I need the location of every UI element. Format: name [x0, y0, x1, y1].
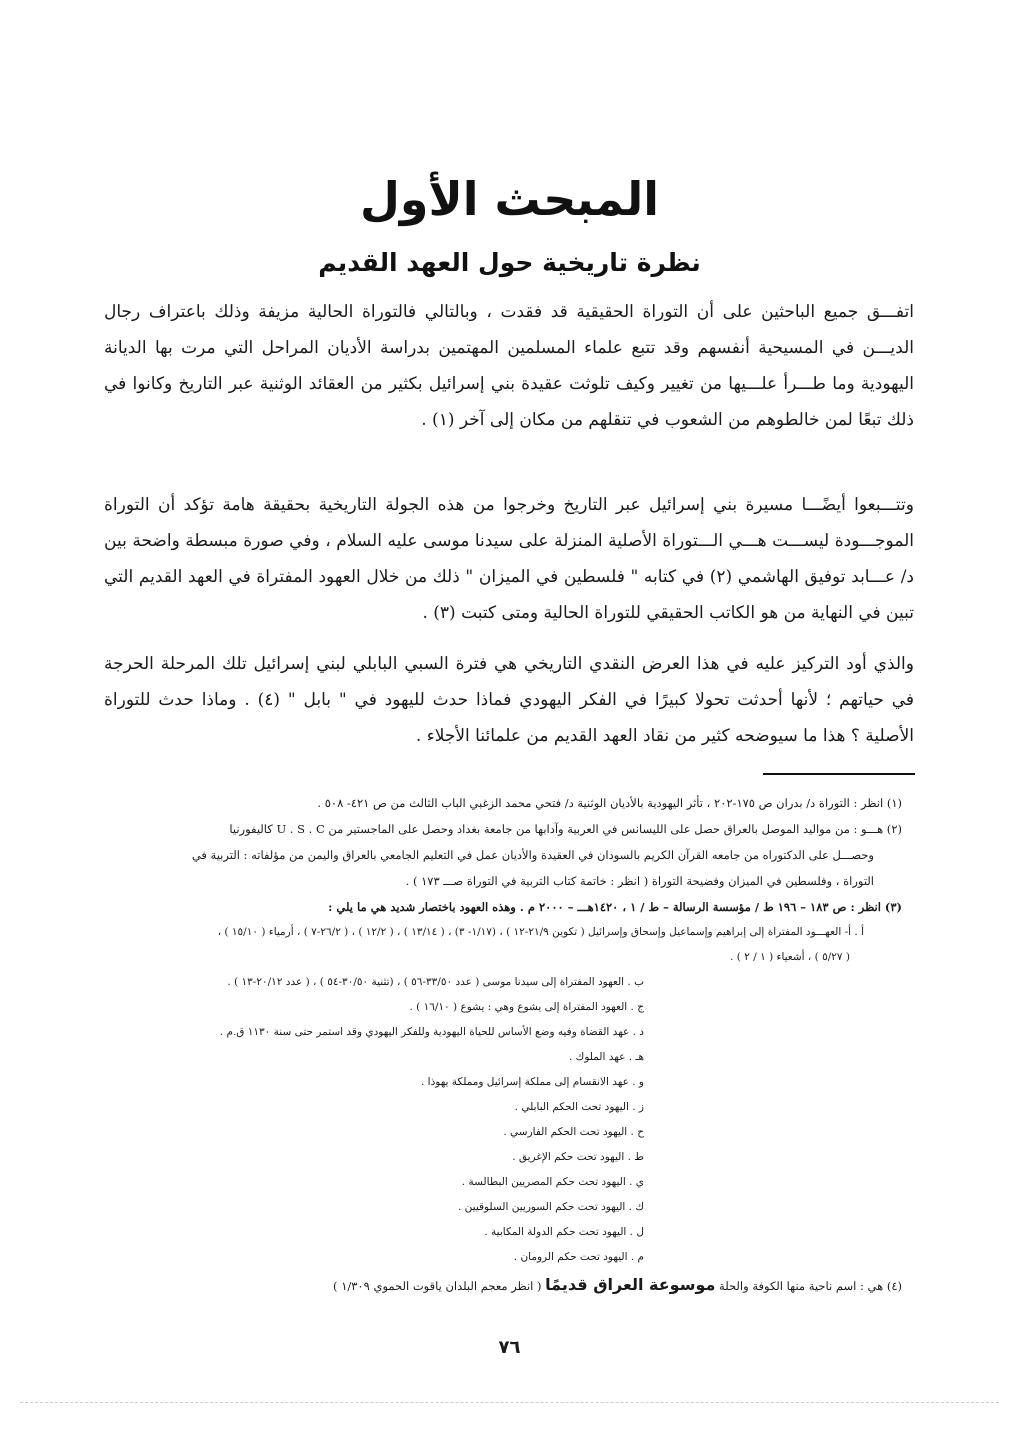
footnote-separator	[763, 773, 915, 775]
list-item: ( ٥/٢٧ ) ، أشعياء ( ١ / ٢ ) .	[730, 951, 850, 963]
footnote-3: (٣) انظر : ص ١٨٣ – ١٩٦ ط / مؤسسة الرسالة – ط / ١ ، ١٤٢٠هـــ – ٢٠٠٠ م . وهذه العهود باختصار شديد هي ما يلي :	[328, 900, 902, 914]
footnote-4	[104, 1270, 914, 1301]
footnote-4-text: (٤) هي : اسم ناحية منها الكوفة والحلة	[719, 1279, 902, 1293]
chapter-subtitle: نظرة تاريخية حول العهد القديم	[318, 247, 701, 277]
chapter-title: المبحث الأول	[359, 171, 660, 226]
footnote-4-reference: ( انظر معجم البلدان ياقوت الحموي ١/٣٠٩ )	[333, 1279, 542, 1293]
footnote-2-continuation: وحصـــل على الدكتوراه من جامعه القرآن الكريم بالسودان في العقيدة والأديان عمل في التعليم الجامعي بالعراق واليمن من مؤلفاته : التربية في	[191, 848, 874, 862]
list-item: ك . اليهود تحت حكم السوريين السلوقيين .	[457, 1201, 644, 1213]
body-paragraph-2	[104, 487, 914, 631]
list-item: م . اليهود تحت حكم الرومان .	[513, 1251, 644, 1263]
page-number: ٧٦	[498, 1337, 521, 1358]
list-item: هـ . عهد الملوك .	[569, 1051, 644, 1063]
list-item: أ . أ- العهـــود المفتراة إلى إبراهيم وإسماعيل وإسحاق وإسرائيل ( تكوين ٢١/٩-١٢ ) ، (١/١٧- ٣) ، ( ١٣/١٤ ) ، ( ١٢/٢ ) ، ( ٢٦/٢-٧ ) ، أرمياء ( ١٥/١٠ ) ،	[217, 926, 864, 938]
list-item: ز . اليهود تحت الحكم البابلي .	[514, 1101, 644, 1113]
paragraph-text: اتفـــق جميع الباحثين على أن التوراة الحقيقية قد فقدت ، وبالتالي فالتوراة الحالية مزيفة وذلك باعتراف رجال الديـــن في المسيحية أنفسهم وقد تتبع علماء المسلمين المهتمين بدراسة الأديان المراحل التي مرت بها الديانة اليهودية وما طـــرأ علـــيها من تغيير وكيف تلوثت عقيدة بني إسرائيل بكثير من العقائد الوثنية عبر التاريخ وكانوا في ذلك تبعًا لمن خالطوهم من الشعوب في تنقلهم من مكان إلى آخر (١) .	[104, 302, 914, 430]
stamp-watermark: موسوعة العراق قديمًا	[545, 1275, 716, 1294]
footnote-3-list	[104, 920, 914, 1270]
list-item: ب . العهود المفتراة إلى سيدنا موسى ( عدد ٣٣/٥٠-٥٦ ) ، (تثنية ٣٠/٥٠-٥٤ ) ، ( عدد ٢٠/١٢-١٣ ) .	[227, 976, 644, 988]
list-item: ط . اليهود تحت حكم الإغريق .	[512, 1151, 644, 1163]
scan-edge-divider	[20, 1402, 999, 1403]
list-item: ج . العهود المفتراة إلى يشوع وهي : يشوع ( ١٦/١٠ ) .	[409, 1001, 644, 1013]
list-item: و . عهد الانقسام إلى مملكة إسرائيل ومملكة يهوذا .	[421, 1076, 644, 1088]
footnote-2: (٢) هـــو : من مواليد الموصل بالعراق حصل على الليسانس في العربية وآدابها من جامعة بغداد وحصل على الماجستير من U . S . C كاليفورنيا	[229, 822, 902, 836]
body-paragraph-1	[104, 294, 914, 438]
footnote-1: (١) انظر : التوراة د/ بدران ص ١٧٥-٢٠٢ ، تأثر اليهودية بالأديان الوثنية د/ فتحي محمد الزغبي الباب الثالث من ص ٤٢١- ٥٠٨ .	[317, 796, 902, 810]
footnotes	[104, 790, 914, 1301]
list-item: د . عهد القضاة وفيه وضع الأساس للحياة اليهودية وللفكر اليهودي وقد استمر حتى سنة ١١٣٠ ق.م .	[219, 1026, 644, 1038]
list-item: ي . اليهود تحت حكم المصريين البطالسة .	[461, 1176, 644, 1188]
body-paragraph-3	[104, 646, 914, 754]
list-item: ح . اليهود تحت الحكم الفارسي .	[503, 1126, 644, 1138]
paragraph-text: وتتـــبعوا أيضًـــا مسيرة بني إسرائيل عبر التاريخ وخرجوا من هذه الجولة التاريخية بحقيقة هامة تؤكد أن التوراة الموجـــودة ليســـت هـــي الـــتوراة الأصلية المنزلة على سيدنا موسى عليه السلام ، وفي صورة مبسطة واضحة بين د/ عـــابد توفيق الهاشمي (٢) في كتابه " فلسطين في الميزان " ذلك من خلال العهود المفتراة في العهد القديم التي تبين في النهاية من هو الكاتب الحقيقي للتوراة الحالية ومتى كتبت (٣) .	[104, 495, 914, 623]
paragraph-text: والذي أود التركيز عليه في هذا العرض النقدي التاريخي هي فترة السبي البابلي لبني إسرائيل تلك المرحلة الحرجة في حياتهم ؛ لأنها أحدثت تحولا كبيرًا في الفكر اليهودي فماذا حدث لليهود في " بابل " (٤) . وماذا حدث للتوراة الأصلية ؟ هذا ما سيوضحه كثير من نقاد العهد القديم من علمائنا الأجلاء .	[104, 654, 915, 746]
list-item: ل . اليهود تحت حكم الدولة المكابية .	[484, 1226, 644, 1238]
footnote-2-continuation: التوراة ، وفلسطين في الميزان وفضيحة التوراة ( انظر : خاتمة كتاب التربية في التوراة صـــ ١٧٣ ) .	[405, 874, 874, 888]
